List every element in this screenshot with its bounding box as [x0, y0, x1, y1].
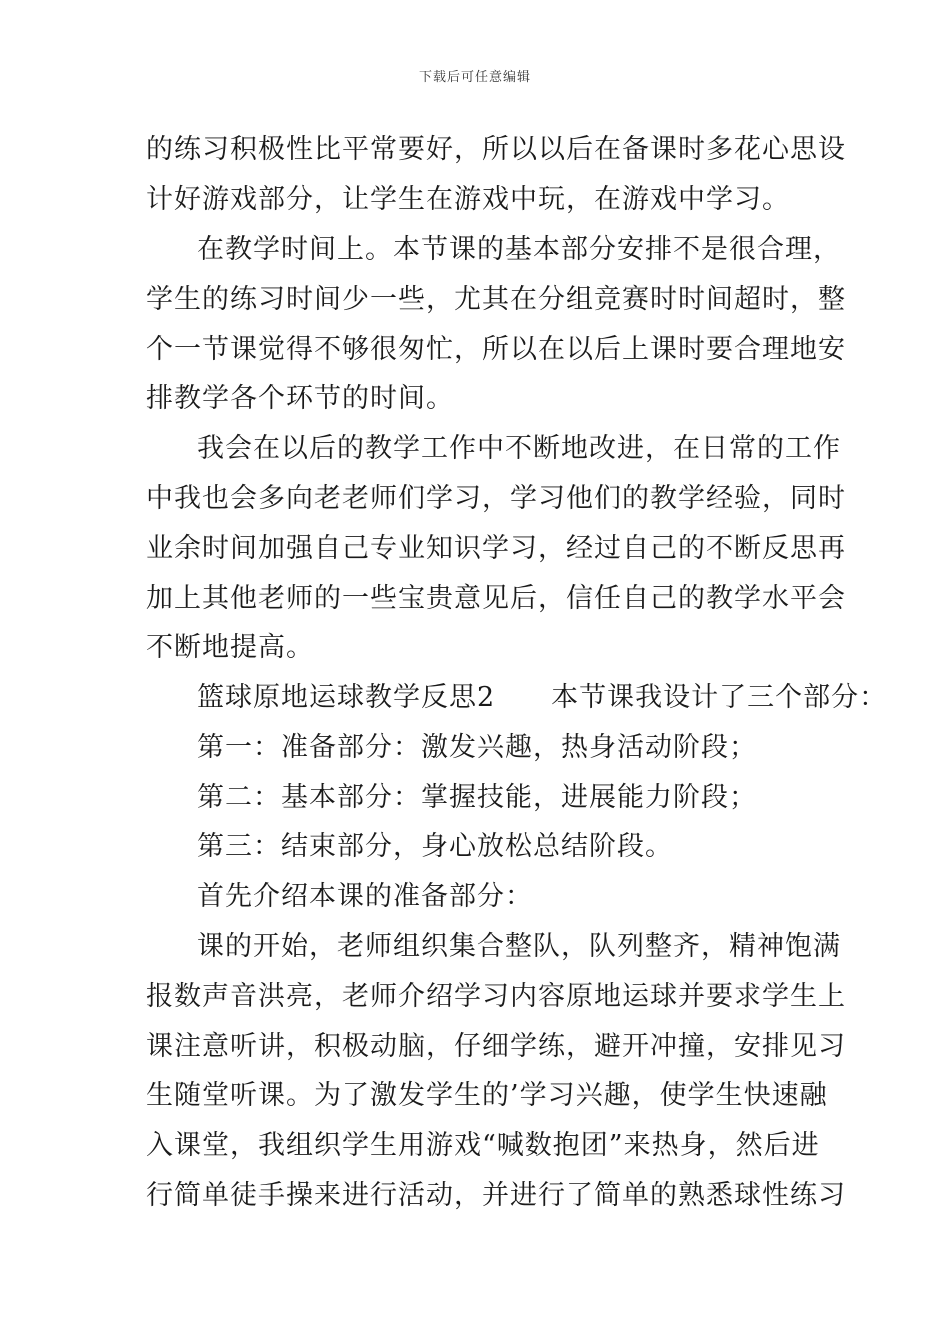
text-line: 课注意听讲，积极动脑，仔细学练，避开冲撞，安排见习 [146, 1031, 846, 1062]
text-line: 行简单徒手操来进行活动，并进行了简单的熟悉球性练习 [146, 1180, 846, 1211]
text-line: 不断地提高。 [146, 632, 314, 663]
text-line: 排教学各个环节的时间。 [146, 383, 454, 414]
text-line: 学生的练习时间少一些，尤其在分组竞赛时时间超时，整 [146, 284, 846, 315]
text-line: 第二：基本部分：掌握技能，进展能力阶段； [197, 782, 757, 813]
text-line: 个一节课觉得不够很匆忙，所以在以后上课时要合理地安 [146, 334, 846, 365]
text-line: 课的开始，老师组织集合整队，队列整齐，精神饱满 [197, 931, 841, 962]
text-line: 的练习积极性比平常要好，所以以后在备课时多花心思设 [146, 134, 846, 165]
text-line: 入课堂，我组织学生用游戏“喊数抱团”来热身，然后进 [146, 1130, 820, 1161]
text-line: 中我也会多向老老师们学习，学习他们的教学经验，同时 [146, 483, 846, 514]
text-line: 业余时间加强自己专业知识学习，经过自己的不断反思再 [146, 533, 846, 564]
text-line: 我会在以后的教学工作中不断地改进，在日常的工作 [197, 433, 841, 464]
text-line: 在教学时间上。本节课的基本部分安排不是很合理， [197, 234, 841, 265]
text-line: 篮球原地运球教学反思2 本节课我设计了三个部分： [197, 682, 888, 713]
text-line: 计好游戏部分，让学生在游戏中玩，在游戏中学习。 [146, 184, 790, 215]
text-line: 生随堂听课。为了激发学生的’学习兴趣，使学生快速融 [146, 1080, 828, 1111]
text-line: 加上其他老师的一些宝贵意见后，信任自己的教学水平会 [146, 583, 846, 614]
page-header: 下载后可任意编辑 [418, 70, 531, 85]
text-line: 报数声音洪亮，老师介绍学习内容原地运球并要求学生上 [146, 981, 846, 1012]
text-line: 首先介绍本课的准备部分： [197, 881, 533, 912]
text-line: 第三：结束部分，身心放松总结阶段。 [197, 831, 673, 862]
text-line: 第一：准备部分：激发兴趣，热身活动阶段； [197, 732, 757, 763]
